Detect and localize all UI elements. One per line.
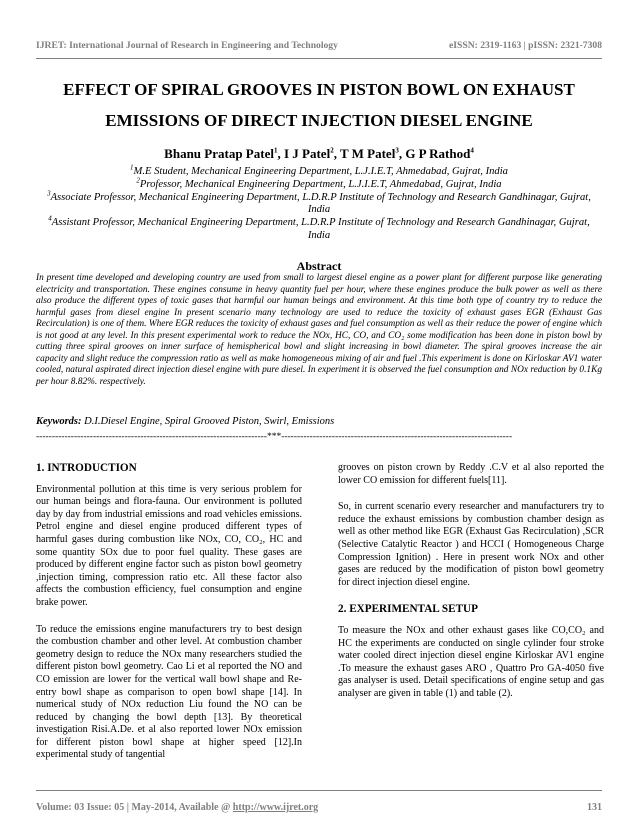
affiliation-3: $^3$Associate Professor, Mechanical Engineering Department, L.D.R.P Institute of Technology and Research Gandhinagar, Gujrat, India (47, 189, 591, 216)
intro-paragraph-1: Environmental pollution at this time is very serious problem for our human beings and flora-fauna. Our environment is polluted day by day from industrial emissions and road vehicles emissions. Petrol engine and diesel engine produced different types of harmful gases during combustion like NOx, CO, CO₂, HC and some quantity SOx due to poor fuel quality. These gases are produced by different engine factor such as piston bowl geometry ,injection timing, compression ratio etc. All these factor also affects the combustion efficiency, fuel consumption and engine brake power. (36, 483, 302, 608)
keywords-label: Keywords: (36, 416, 82, 427)
left-column (36, 462, 302, 776)
issn-info: eISSN: 2319-1163 | pISSN: 2321-7308 (449, 40, 602, 51)
author-1: Bhanu Pratap Patel (164, 146, 274, 161)
intro-paragraph-4: So, in current scenario every researcher and manufacturers try to reduce the exhaust emissions by combustion chamber design as well as other method like EGR (Exhaust Gas Recirculation) ,SCR (Selective Catalytic Reactor ) and HCCI ( Homogeneous Charge Compression Ignition) . Here in present work NOx and other gases are reduced by the modification of piston bowl geometry for direct injection diesel engine. (338, 501, 604, 588)
intro-paragraph-3: grooves on piston crown by Reddy .C.V et al also reported the lower CO emission for different fuels[11]. (338, 462, 604, 486)
keywords (36, 416, 602, 427)
author-4: G P Rathod (405, 146, 471, 161)
right-column (338, 462, 604, 715)
abstract-text: In present time developed and developing country are used from small to largest diesel engine as a power plant for different purpose like generating electricity and transportation. These engines consume in heavy quantity fuel per hour, where these engines produce the bulk power as well as there also produce the different types of toxic gases that harmful our human beings and environment. At this time both type of country try to reduce the harmful gases from diesel engine In present scenario many technology are used to reduce the toxicity of exhaust gases EGR (Exhaust Gas Recirculation) is one of them. Where EGR reduces the toxicity of exhaust gases and fuel consumption as well as their reduce the power of engine which is not good at any level. In this present experimental work to reduce the NOx, HC, CO, and CO₂ some modification has been done in piston bowl by cutting three spiral grooves on inner surface of hemispherical bowl and slight increasing in bowl diameter. The spiral grooves increase the air capacity and slight reduce the compression ratio as well as make homogeneous mixing of air and fuel .This experiment is done on Kirloskar AV1 water cooled, natural aspirated direct injection diesel engine with pure diesel. In experiment it is observed the fuel consumption and NOx reduction by 0.1Kg per hour 8.82%. respectively. (36, 273, 602, 387)
title-line-1: EFFECT OF SPIRAL GROOVES IN PISTON BOWL ON EXHAUST (63, 80, 575, 99)
affiliation-2: $^2$Professor, Mechanical Engineering Department, L.J.I.E.T, Ahmedabad, Gujrat, India (136, 176, 502, 190)
section-separator: -------------------------------------------------------------------------***------------------------------------------------------------------------- (36, 432, 513, 442)
setup-paragraph-1: To measure the NOx and other exhaust gases like CO,CO₂ and HC the experiments are conducted on single cylinder four stroke water cooled direct injection diesel engine Kirloskar AV1 engine .To measure the exhaust gases ARO , Quattro Pro GA-4050 five gas analyser is used. Detail specifications of engine setup and gas analyser are given in table (1) and table (2). (338, 624, 604, 699)
intro-heading: 1. INTRODUCTION (36, 462, 137, 474)
author-list: Bhanu Pratap Patel$^1$, I J Patel$^2$, T M Patel$^3$, G P Rathod$^4$ (164, 146, 474, 161)
running-footer (36, 802, 602, 813)
running-header (36, 40, 602, 54)
header-rule (36, 58, 602, 59)
paper-title (36, 74, 602, 136)
journal-link[interactable]: http://www.ijret.org (232, 802, 319, 813)
setup-heading: 2. EXPERIMENTAL SETUP (338, 603, 478, 616)
abstract-heading: Abstract (296, 259, 342, 273)
author-2: I J Patel (283, 146, 331, 161)
keywords-text: D.I.Diesel Engine, Spiral Grooved Piston, Swirl, Emissions (84, 416, 335, 427)
author-3: T M Patel (339, 146, 396, 161)
title-line-2: EMISSIONS OF DIRECT INJECTION DIESEL ENGINE (105, 111, 533, 130)
affiliation-1: $^1$M.E Student, Mechanical Engineering Department, L.J.I.E.T, Ahmedabad, Gujrat, India (130, 163, 508, 177)
footer-rule (36, 790, 602, 791)
affiliation-4: $^4$Assistant Professor, Mechanical Engineering Department, L.D.R.P Institute of Technology and Research Gandhinagar, Gujrat, India (48, 214, 590, 241)
footer-volume: Volume: 03 Issue: 05 | May-2014, Available @ http://www.ijret.org (36, 802, 319, 813)
intro-paragraph-2: To reduce the emissions engine manufacturers try to best design the combustion chamber and other level. At combustion chamber geometry design to reduce the NOx many researchers studied the different piston bowl geometry. Cao Li et al reported the NO and CO emission are lower for the vertical wall bowl shape and Re- entry bowl shape as comparison to open bowl shape [14]. In numerical study of NOx reduction Liu found the NO can be reduced by changing the bowl depth [13]. By theoretical investigation Risi.A.De. et al also reported lower NOx emission for different piston bowl shape at higher speed [12].In experimental study of tangential (36, 623, 302, 761)
page-number: 131 (587, 802, 602, 813)
journal-name: IJRET: International Journal of Research in Engineering and Technology (36, 40, 338, 51)
affiliations (36, 163, 602, 243)
